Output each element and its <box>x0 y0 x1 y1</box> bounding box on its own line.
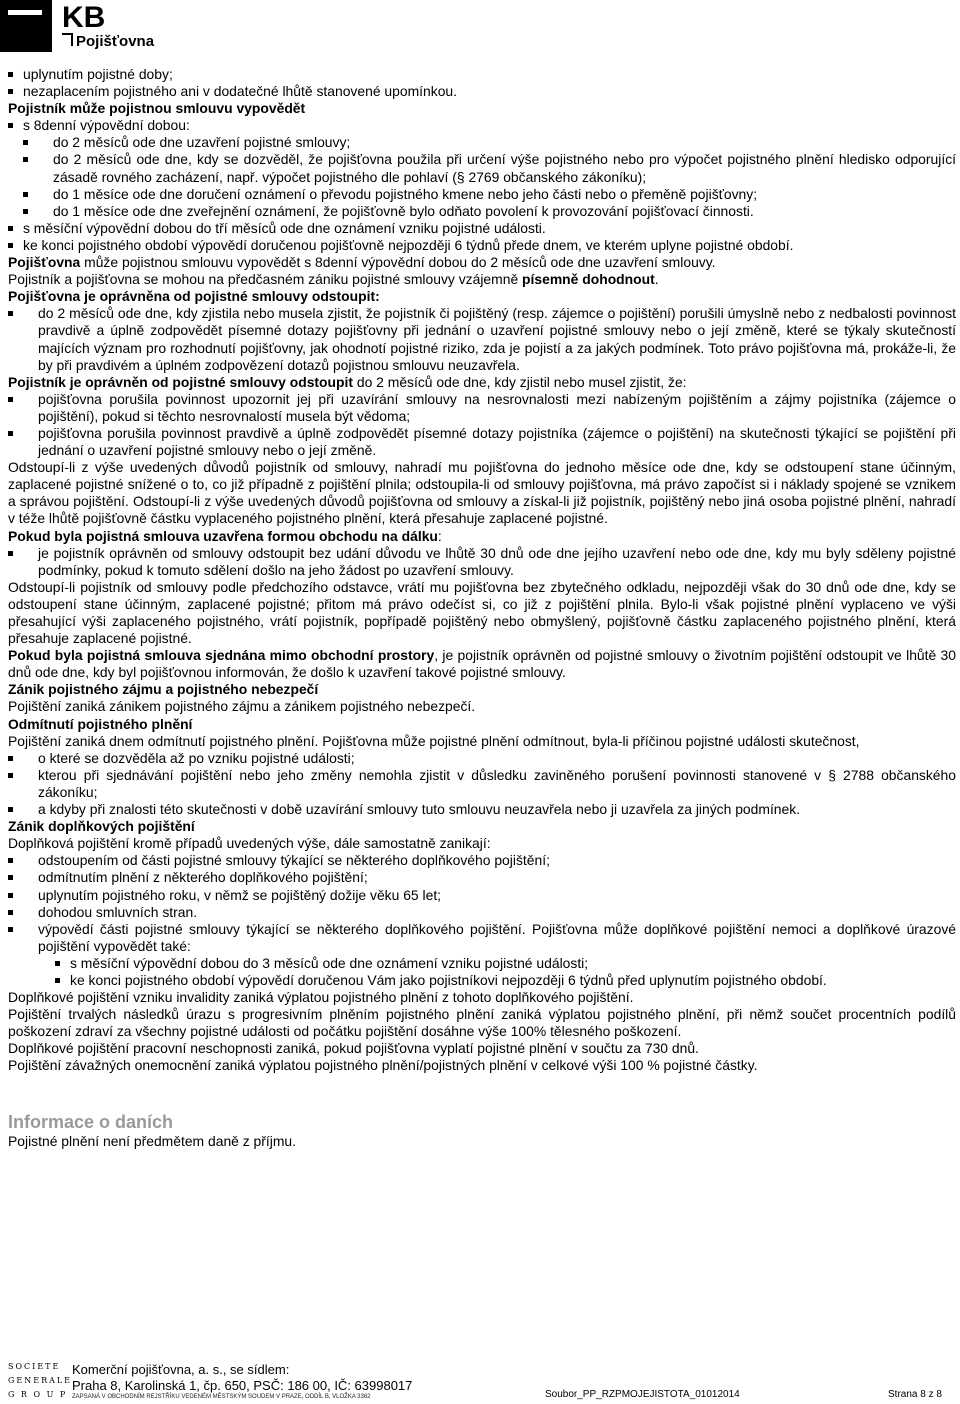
bullet-icon <box>8 431 13 436</box>
sub-list-item: ke konci pojistného období výpovědí doručenou Vám jako pojistníkovi nejpozději 6 týdnů před uplynutím pojistného období. <box>8 972 956 989</box>
list-item: pojišťovna porušila povinnost upozornit jej při uzavírání smlouvy na nesrovnalosti mezi nabízeným pojištěním a zájmy pojistníka (zájemce o pojištění), pokud si těchto nesrovnalostí musela být vědoma; <box>8 391 956 425</box>
paragraph: Doplňková pojištění kromě případů uvedených výše, dále samostatně zanikají: <box>8 835 491 852</box>
paragraph: Doplňkové pojištění vzniku invalidity zaniká výplatou pojistného plnění z tohoto doplňkového pojištění. <box>8 989 634 1006</box>
list-item: a kdyby při znalosti této skutečnosti v době uzavírání smlouvy tuto smlouvu neuzavřela nebo ji uzavřela za jiných podmínek. <box>8 801 956 818</box>
section-heading: Zánik doplňkových pojištění <box>8 818 195 835</box>
list-item: výpovědí části pojistné smlouvy týkající se některého doplňkového pojištění. Pojišťovna může doplňkové pojištění nemoci a doplňkové úrazové pojištění vypovědět také: <box>8 921 956 955</box>
page-footer <box>0 1356 960 1404</box>
document-body <box>8 66 956 1150</box>
bullet-icon <box>23 209 28 214</box>
list-item: kterou při sjednávání pojištění nebo jeho změny nemohla zjistit v důsledku zaviněného porušení povinnosti stanovené v § 2788 občanského zákoníku; <box>8 767 956 801</box>
paragraph: Pokud byla pojistná smlouva sjednána mimo obchodní prostory, je pojistník oprávněn od pojistné smlouvy o životním pojištění odstoupit ve lhůtě 30 dnů ode dne, kdy byl pojišťovnou informován, že došlo k uzavření takové pojistné smlouvy. <box>8 647 956 681</box>
bullet-icon <box>23 157 28 162</box>
bullet-icon <box>8 123 13 128</box>
sub-list-item: do 1 měsíce ode dne doručení oznámení o převodu pojistného kmene nebo jeho části nebo o přeměně pojišťovny; <box>8 186 956 203</box>
bullet-icon <box>8 807 13 812</box>
paragraph: Doplňkové pojištění pracovní neschopnosti zaniká, pokud pojišťovna vyplatí pojistné plnění v součtu za 730 dnů. <box>8 1040 699 1057</box>
list-item: dohodou smluvních stran. <box>8 904 956 921</box>
bullet-icon <box>8 875 13 880</box>
bullet-icon <box>8 89 13 94</box>
bullet-icon <box>23 192 28 197</box>
logo-kb-text: KB <box>62 1 106 34</box>
sub-list-item: s měsíční výpovědní dobou do 3 měsíců ode dne oznámení vzniku pojistné události; <box>8 955 956 972</box>
bullet-icon <box>8 311 13 316</box>
bullet-icon <box>8 551 13 556</box>
list-item: pojišťovna porušila povinnost pravdivě a úplně zodpovědět písemné dotazy pojistníka (zájemce o pojištění) na skutečnosti týkající se pojištění při jednání o uzavření pojistné smlouvy nebo o její změně. <box>8 425 956 459</box>
footer-company: Komerční pojišťovna, a. s., se sídlem: <box>72 1362 290 1377</box>
bullet-icon <box>8 858 13 863</box>
paragraph: Odstoupí-li z výše uvedených důvodů pojistník od smlouvy, nahradí mu pojišťovna do jednoho měsíce ode dne, kdy se odstoupení stane účinným, zaplacené pojistné snížené o to, co již případně z pojištění plnila; odstoupila-li od smlouvy pojišťovna, má právo započíst si i náklady spojené se vznikem a správou pojištění. Odstoupí-li z výše uvedených důvodů pojišťovna od smlouvy a získal-li již pojistník, pojištěný nebo jiná osoba pojistné plnění, nahradí v téže lhůtě pojišťovně částku vyplaceného pojistného plnění, která přesahuje zaplacené pojistné. <box>8 459 956 527</box>
bullet-icon <box>8 72 13 77</box>
paragraph: Pojistné plnění není předmětem daně z příjmu. <box>8 1132 297 1149</box>
paragraph: Pojistník a pojišťovna se mohou na předčasném zániku pojistné smlouvy vzájemně písemně dohodnout. <box>8 271 659 288</box>
kb-pojistovna-logo <box>0 0 200 56</box>
bullet-icon <box>55 978 60 983</box>
list-item: do 2 měsíců ode dne, kdy zjistila nebo musela zjistit, že pojistník či pojištěný (resp. zájemce o pojištění) porušili úmyslně nebo z nedbalosti povinnost pravdivě a úplně zodpovědět písemné dotazy pojišťovny při jednání o uzavření pojistné smlouvy nebo o její změně, které se týkaly skutečností majících význam pro rozhodnutí pojišťovny, jak ohodnotí pojistné riziko, zda je pojistí a za jakých podmínek. Toto právo pojišťovna má, prokáže-li, že by při pravdivém a úplném zodpovězení dotazů pojistnou smlouvu neuzavřela. <box>8 305 956 373</box>
footer-logo-generale: GENERALE <box>8 1376 73 1385</box>
bullet-icon <box>55 961 60 966</box>
section-heading: Pojistník může pojistnou smlouvu vypovědět <box>8 100 306 117</box>
list-item: nezaplacením pojistného ani v dodatečné lhůtě stanovené upomínkou. <box>8 83 956 100</box>
footer-register: ZAPSANÁ V OBCHODNÍM REJSTŘÍKU VEDENÉM MĚSTSKÝM SOUDEM V PRAZE, ODDÍL B, VLOŽKA 3362 <box>72 1394 371 1400</box>
section-heading: Odmítnutí pojistného plnění <box>8 715 193 732</box>
list-item: je pojistník oprávněn od smlouvy odstoupit bez udání důvodu ve lhůtě 30 dnů ode dne jejího uzavření nebo ode dne, kdy mu byly sděleny pojistné podmínky, pokud k tomuto sdělení došlo na jeho žádost po uzavření smlouvy. <box>8 545 956 579</box>
list-item: uplynutím pojistné doby; <box>8 66 956 83</box>
paragraph: Pojištění zaniká dnem odmítnutí pojistného plnění. Pojišťovna může pojistné plnění odmítnout, byla-li příčinou pojistné události skutečnost, <box>8 732 860 749</box>
tax-section-heading: Informace o daních <box>8 1111 174 1132</box>
footer-logo-group: G R O U P <box>8 1390 68 1399</box>
bullet-icon <box>8 397 13 402</box>
list-item: s měsíční výpovědní dobou do tří měsíců ode dne oznámení vzniku pojistné události. <box>8 220 956 237</box>
list-item: s 8denní výpovědní dobou: <box>8 117 956 134</box>
list-item: ke konci pojistného období výpovědí doručenou pojišťovně nejpozději 6 týdnů přede dnem, ve kterém uplyne pojistné období. <box>8 237 956 254</box>
section-heading: Pojišťovna je oprávněna od pojistné smlouvy odstoupit: <box>8 288 380 305</box>
logo-name-text: Pojišťovna <box>76 33 155 50</box>
paragraph: Pojištění závažných onemocnění zaniká výplatou pojistného plnění/pojistných plnění v celkové výši 100 % pojistné částky. <box>8 1057 758 1074</box>
paragraph: Pojištění zaniká zánikem pojistného zájmu a zánikem pojistného nebezpečí. <box>8 698 476 715</box>
footer-file-name: Soubor_PP_RZPMOJEJISTOTA_01012014 <box>545 1389 740 1400</box>
sub-list-item: do 1 měsíce ode dne zveřejnění oznámení, že pojišťovně bylo odňato povolení k provozování pojišťovací činnosti. <box>8 203 956 220</box>
section-heading: Zánik pojistného zájmu a pojistného nebezpečí <box>8 681 319 698</box>
paragraph: Pojistník je oprávněn od pojistné smlouvy odstoupit do 2 měsíců ode dne, kdy zjistil nebo musel zjistit, že: <box>8 373 687 390</box>
list-item: o které se dozvěděla až po vzniku pojistné události; <box>8 750 956 767</box>
paragraph: Odstoupí-li pojistník od smlouvy podle předchozího odstavce, vrátí mu pojišťovna bez zbytečného odkladu, nejpozději však do 30 dnů ode dne, kdy se odstoupení stane účinným, zaplacené pojistné; přitom má právo odečíst si, co již z pojištění plnila. Bylo-li však pojistné plnění vyplaceno ve výši přesahující výši zaplaceného pojistného, vrátí pojistník, popřípadě pojištěný nebo obmyšlený, pojišťovně částku zaplaceného pojistného plnění, která přesahuje zaplacené pojistné. <box>8 578 956 647</box>
bullet-icon <box>8 243 13 248</box>
footer-address: Praha 8, Karolinská 1, čp. 650, PSČ: 186 00, IČ: 63998017 <box>72 1378 413 1393</box>
bullet-icon <box>8 756 13 761</box>
section-heading: Pokud byla pojistná smlouva uzavřena formou obchodu na dálku: <box>8 527 442 544</box>
sub-list-item: do 2 měsíců ode dne, kdy se dozvěděl, že pojišťovna použila při určení výše pojistného nebo pro výpočet pojistného plnění hledisko odporující zásadě rovného zacházení, např. výpočet pojistného dle pohlaví (§ 2769 občanského zákoníku); <box>8 151 956 185</box>
bullet-icon <box>8 910 13 915</box>
footer-logo-societe: SOCIETE <box>8 1362 61 1371</box>
sub-list-item: do 2 měsíců ode dne uzavření pojistné smlouvy; <box>8 134 956 151</box>
bullet-icon <box>8 893 13 898</box>
list-item: uplynutím pojistného roku, v němž se pojištěný dožije věku 65 let; <box>8 887 956 904</box>
bullet-icon <box>23 140 28 145</box>
bullet-icon <box>8 927 13 932</box>
paragraph: Pojištění trvalých následků úrazu s progresivním plněním pojistného plnění zaniká výplatou pojistného plnění, při němž součet procentních podílů poškození zdraví za všechny pojistné události od počátku pojištění dosáhne výše 100% tělesného poškození. <box>8 1006 956 1040</box>
bullet-icon <box>8 226 13 231</box>
list-item: odstoupením od části pojistné smlouvy týkající se některého doplňkového pojištění; <box>8 852 956 869</box>
bullet-icon <box>8 773 13 778</box>
paragraph: Pojišťovna může pojistnou smlouvu vypovědět s 8denní výpovědní dobou do 2 měsíců ode dne uzavření smlouvy. <box>8 254 716 271</box>
list-item: odmítnutím plnění z některého doplňkového pojištění; <box>8 869 956 886</box>
footer-page-number: Strana 8 z 8 <box>888 1389 942 1400</box>
